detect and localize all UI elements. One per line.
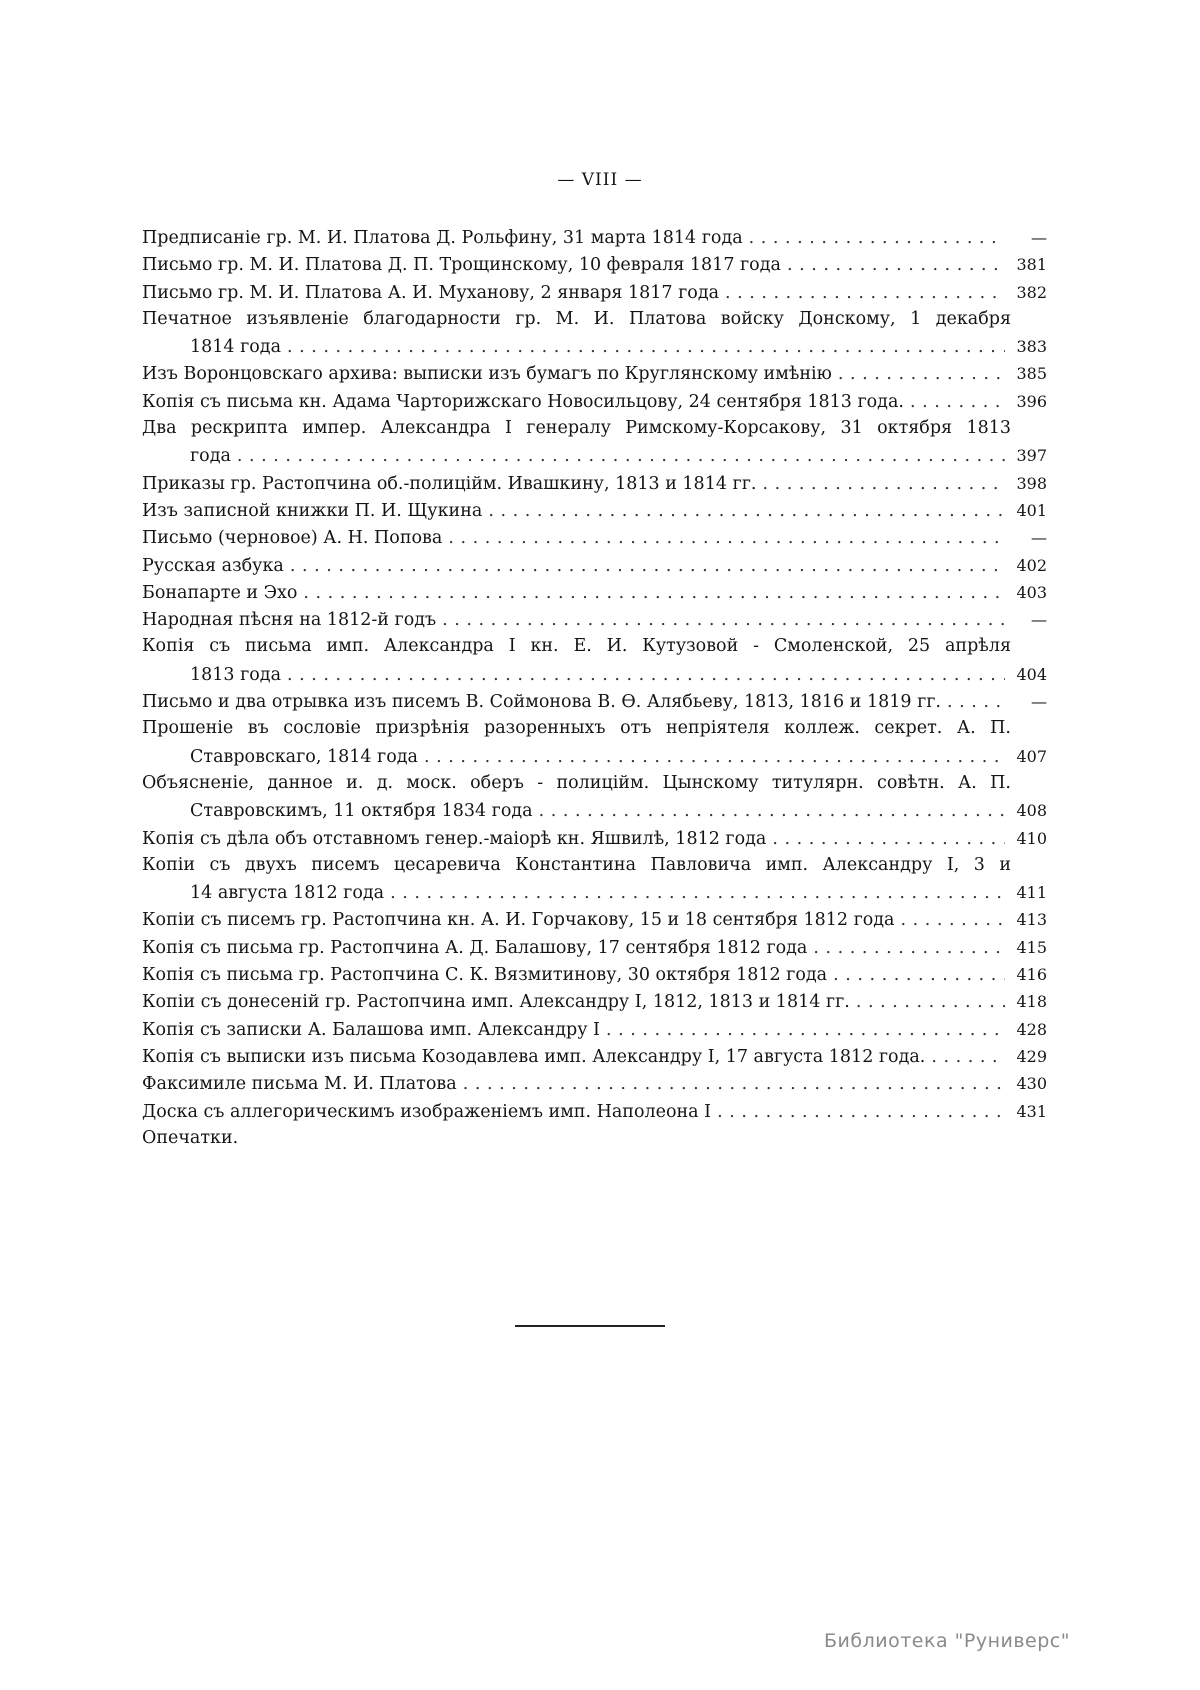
dot-leader [813,935,1005,962]
toc-page-number: 397 [1016,446,1047,466]
toc-entry [142,961,1047,988]
dot-leader [772,826,1005,853]
toc-entry-line [142,1098,1047,1125]
toc-page-number: 407 [1016,746,1047,766]
toc-entry [142,552,1047,579]
toc-entry-title: Копіи съ двухъ писемъ цесаревича Константина Павловича имп. Александру I, 3 и [142,854,1011,875]
toc-page-number: 416 [1016,965,1047,985]
toc-entry-title: Копія съ выписки изъ письма Козодавлева имп. Александру I, 17 августа 1812 года. [142,1046,926,1067]
toc-entry-line [142,1125,1047,1152]
toc-entry [142,497,1047,524]
toc-page-number: 431 [1016,1101,1047,1121]
toc-entry [142,715,1047,770]
toc-entry-title: 14 августа 1812 года [190,883,385,904]
toc-entry-title: года [190,446,231,467]
toc-entry [142,633,1047,688]
toc-entry [142,524,1047,551]
toc-entry-title: Копія съ письма гр. Растопчина А. Д. Балашову, 17 сентября 1812 года [142,937,808,958]
toc-entry [142,360,1047,387]
dot-leader [442,607,1005,634]
toc-entry-line [142,688,1047,715]
toc-entry-line [142,306,1047,333]
toc-entry-continuation [142,333,1047,360]
dot-leader [448,525,1005,552]
toc-entry [142,934,1047,961]
dot-leader [390,880,1005,907]
dot-leader [424,744,1005,771]
toc-entry-title: Копія съ письма гр. Растопчина С. К. Вязмитинову, 30 октября 1812 года [142,965,828,986]
toc-page-number: — [1031,228,1047,247]
toc-entry-title: Русская азбука [142,555,284,576]
toc-entry-line [142,251,1047,278]
toc-entry-title: Письмо гр. М. И. Платова Д. П. Трощинскому, 10 февраля 1817 года [142,255,781,276]
dot-leader [787,252,1005,279]
toc-entry-continuation [142,661,1047,688]
dot-leader [606,1017,1005,1044]
toc-entry [142,388,1047,415]
toc-entry-line [142,633,1047,660]
dot-leader [762,471,1005,498]
toc-entry-title: Ставровскаго, 1814 года [190,746,418,767]
dot-leader [488,498,1005,525]
dot-leader [856,989,1005,1016]
toc-entry-title: Копіи съ писемъ гр. Растопчина кн. А. И. Горчакову, 15 и 18 сентября 1812 года [142,910,895,931]
toc-page-number: 430 [1016,1074,1047,1094]
toc-page-number: 382 [1016,282,1047,302]
toc-entry [142,470,1047,497]
toc-entry-title: Письмо и два отрывка изъ писемъ В. Соймонова В. Ѳ. Алябьеву, 1813, 1816 и 1819 гг. [142,692,941,713]
toc-entry-line [142,906,1047,933]
toc-entry-title: Факсимиле письма М. И. Платова [142,1074,457,1095]
dot-leader [838,361,1005,388]
toc-entry-line [142,1070,1047,1097]
toc-page-number: 381 [1016,255,1047,275]
toc-entry-title: Изъ Воронцовскаго архива: выписки изъ бумагъ по Круглянскому имѣнію [142,364,832,385]
dot-leader [931,1044,1005,1071]
toc-entry-line [142,934,1047,961]
dot-leader [717,1099,1005,1126]
toc-entry-line [142,388,1047,415]
dot-leader [910,389,1005,416]
toc-entry [142,1070,1047,1097]
dot-leader [833,962,1005,989]
toc-page-number: 418 [1016,992,1047,1012]
toc-entry-title: Письмо гр. М. И. Платова А. И. Муханову, 2 января 1817 года [142,282,720,303]
toc-page-number: 428 [1016,1019,1047,1039]
toc-entry [142,1016,1047,1043]
toc-entry-line [142,470,1047,497]
toc-page-number: 402 [1016,555,1047,575]
toc-page-number: 411 [1016,883,1047,903]
toc-entry-title: Объясненіе, данное и. д. моск. оберъ - полицiйм. Цынскому титулярн. совѣтн. А. П. [142,772,1011,793]
toc-entry-title: Прошеніе въ сословіе призрѣнія разоренныхъ отъ непріятеля коллеж. секрет. А. П. [142,718,1011,739]
toc-entry-line [142,770,1047,797]
toc-entry [142,688,1047,715]
toc-page-number: 398 [1016,473,1047,493]
toc-entry-title: Народная пѣсня на 1812-й годъ [142,610,437,631]
dot-leader [947,689,1005,716]
toc-entry [142,306,1047,361]
toc-entry-line [142,279,1047,306]
toc-entry-title: Предписаніе гр. М. И. Платова Д. Рольфину, 31 марта 1814 года [142,228,743,248]
page-header: — VIII — [557,170,643,190]
toc-page-number: — [1031,528,1047,548]
toc-entry-title: Изъ записной книжки П. И. Щукина [142,500,483,521]
dot-leader [539,798,1005,825]
toc-entry [142,1098,1047,1125]
toc-entry-line [142,852,1047,879]
toc-entry-line [142,360,1047,387]
toc-entry [142,988,1047,1015]
dot-leader [287,662,1005,689]
toc-entry [142,770,1047,825]
toc-entry [142,1125,1047,1152]
dot-leader [463,1071,1005,1098]
toc-entry-title: Опечатки. [142,1127,239,1148]
toc-entry-title: Приказы гр. Растопчина об.-полицiйм. Ивашкину, 1813 и 1814 гг. [142,473,757,494]
toc-page-number: 415 [1016,937,1047,957]
toc-page-number: 396 [1016,391,1047,411]
toc-page-number: 408 [1016,801,1047,821]
divider-rule [515,1325,665,1327]
toc-page-number: 385 [1016,364,1047,384]
toc-entry [142,224,1047,251]
toc-entry-line [142,415,1047,442]
toc-entry-title: 1813 года [190,664,282,685]
toc-entry-line [142,1016,1047,1043]
toc-entry-continuation [142,797,1047,824]
toc-entry-line [142,988,1047,1015]
dot-leader [901,907,1006,934]
toc-page-number: — [1031,610,1047,630]
toc-entry-line [142,715,1047,742]
toc-entry-title: Письмо (черновое) А. Н. Попова [142,528,443,549]
toc-entry-line [142,552,1047,579]
toc-page-number: 429 [1016,1046,1047,1066]
toc-entry-title: Ставровскимъ, 11 октября 1834 года [190,801,533,822]
toc-entry-continuation [142,442,1047,469]
dot-leader [303,580,1005,607]
toc-entry-line [142,579,1047,606]
toc-entry-title: Бонапарте и Эхо [142,582,298,603]
toc-entry-title: Копія съ записки А. Балашова имп. Александру I [142,1019,600,1040]
toc-page-number: 410 [1016,828,1047,848]
toc-entry-title: Копія съ письма имп. Александра I кн. Е. И. Кутузовой - Смоленской, 25 апрѣля [142,636,1011,657]
dot-leader [749,225,1005,252]
toc-entry-title: Копіи съ донесеній гр. Растопчина имп. Александру I, 1812, 1813 и 1814 гг. [142,992,850,1013]
toc-entry [142,415,1047,470]
toc-entry-line [142,961,1047,988]
toc-entry [142,852,1047,907]
toc-entry [142,606,1047,633]
dot-leader [290,553,1005,580]
toc-entry-title: Два рескрипта импер. Александра I генералу Римскому-Корсакову, 31 октября 1813 [142,418,1011,439]
toc-page-number: — [1031,692,1047,712]
toc-entry-title: Копія съ письма кн. Адама Чарторижскаго Новосильцову, 24 сентября 1813 года. [142,391,904,412]
toc-entry-line [142,224,1047,251]
toc-page-number: 413 [1016,910,1047,930]
toc-entry [142,1043,1047,1070]
toc-entry [142,579,1047,606]
toc-entry-title: Печатное изъявленіе благодарности гр. М. И. Платова войску Донскому, 1 декабря [142,308,1011,329]
dot-leader [237,443,1005,470]
toc-page-number: 383 [1016,337,1047,357]
toc-entry-line [142,524,1047,551]
table-of-contents [142,224,1047,1152]
toc-entry [142,279,1047,306]
toc-entry-title: 1814 года [190,337,282,358]
toc-entry [142,906,1047,933]
toc-entry [142,825,1047,852]
watermark: Библиотека "Руниверс" [824,1630,1070,1652]
dot-leader [725,280,1005,307]
toc-entry [142,251,1047,278]
dot-leader [287,334,1005,361]
toc-entry-title: Доска съ аллегорическимъ изображеніемъ имп. Наполеона I [142,1101,712,1122]
toc-entry-continuation [142,879,1047,906]
toc-page-number: 403 [1016,582,1047,602]
toc-page-number: 404 [1016,664,1047,684]
toc-entry-line [142,825,1047,852]
toc-entry-line [142,497,1047,524]
toc-page-number: 401 [1016,500,1047,520]
toc-entry-title: Копія съ дѣла объ отставномъ генер.-маіорѣ кн. Яшвилѣ, 1812 года [142,828,767,849]
toc-entry-line [142,606,1047,633]
toc-entry-continuation [142,743,1047,770]
toc-entry-line [142,1043,1047,1070]
